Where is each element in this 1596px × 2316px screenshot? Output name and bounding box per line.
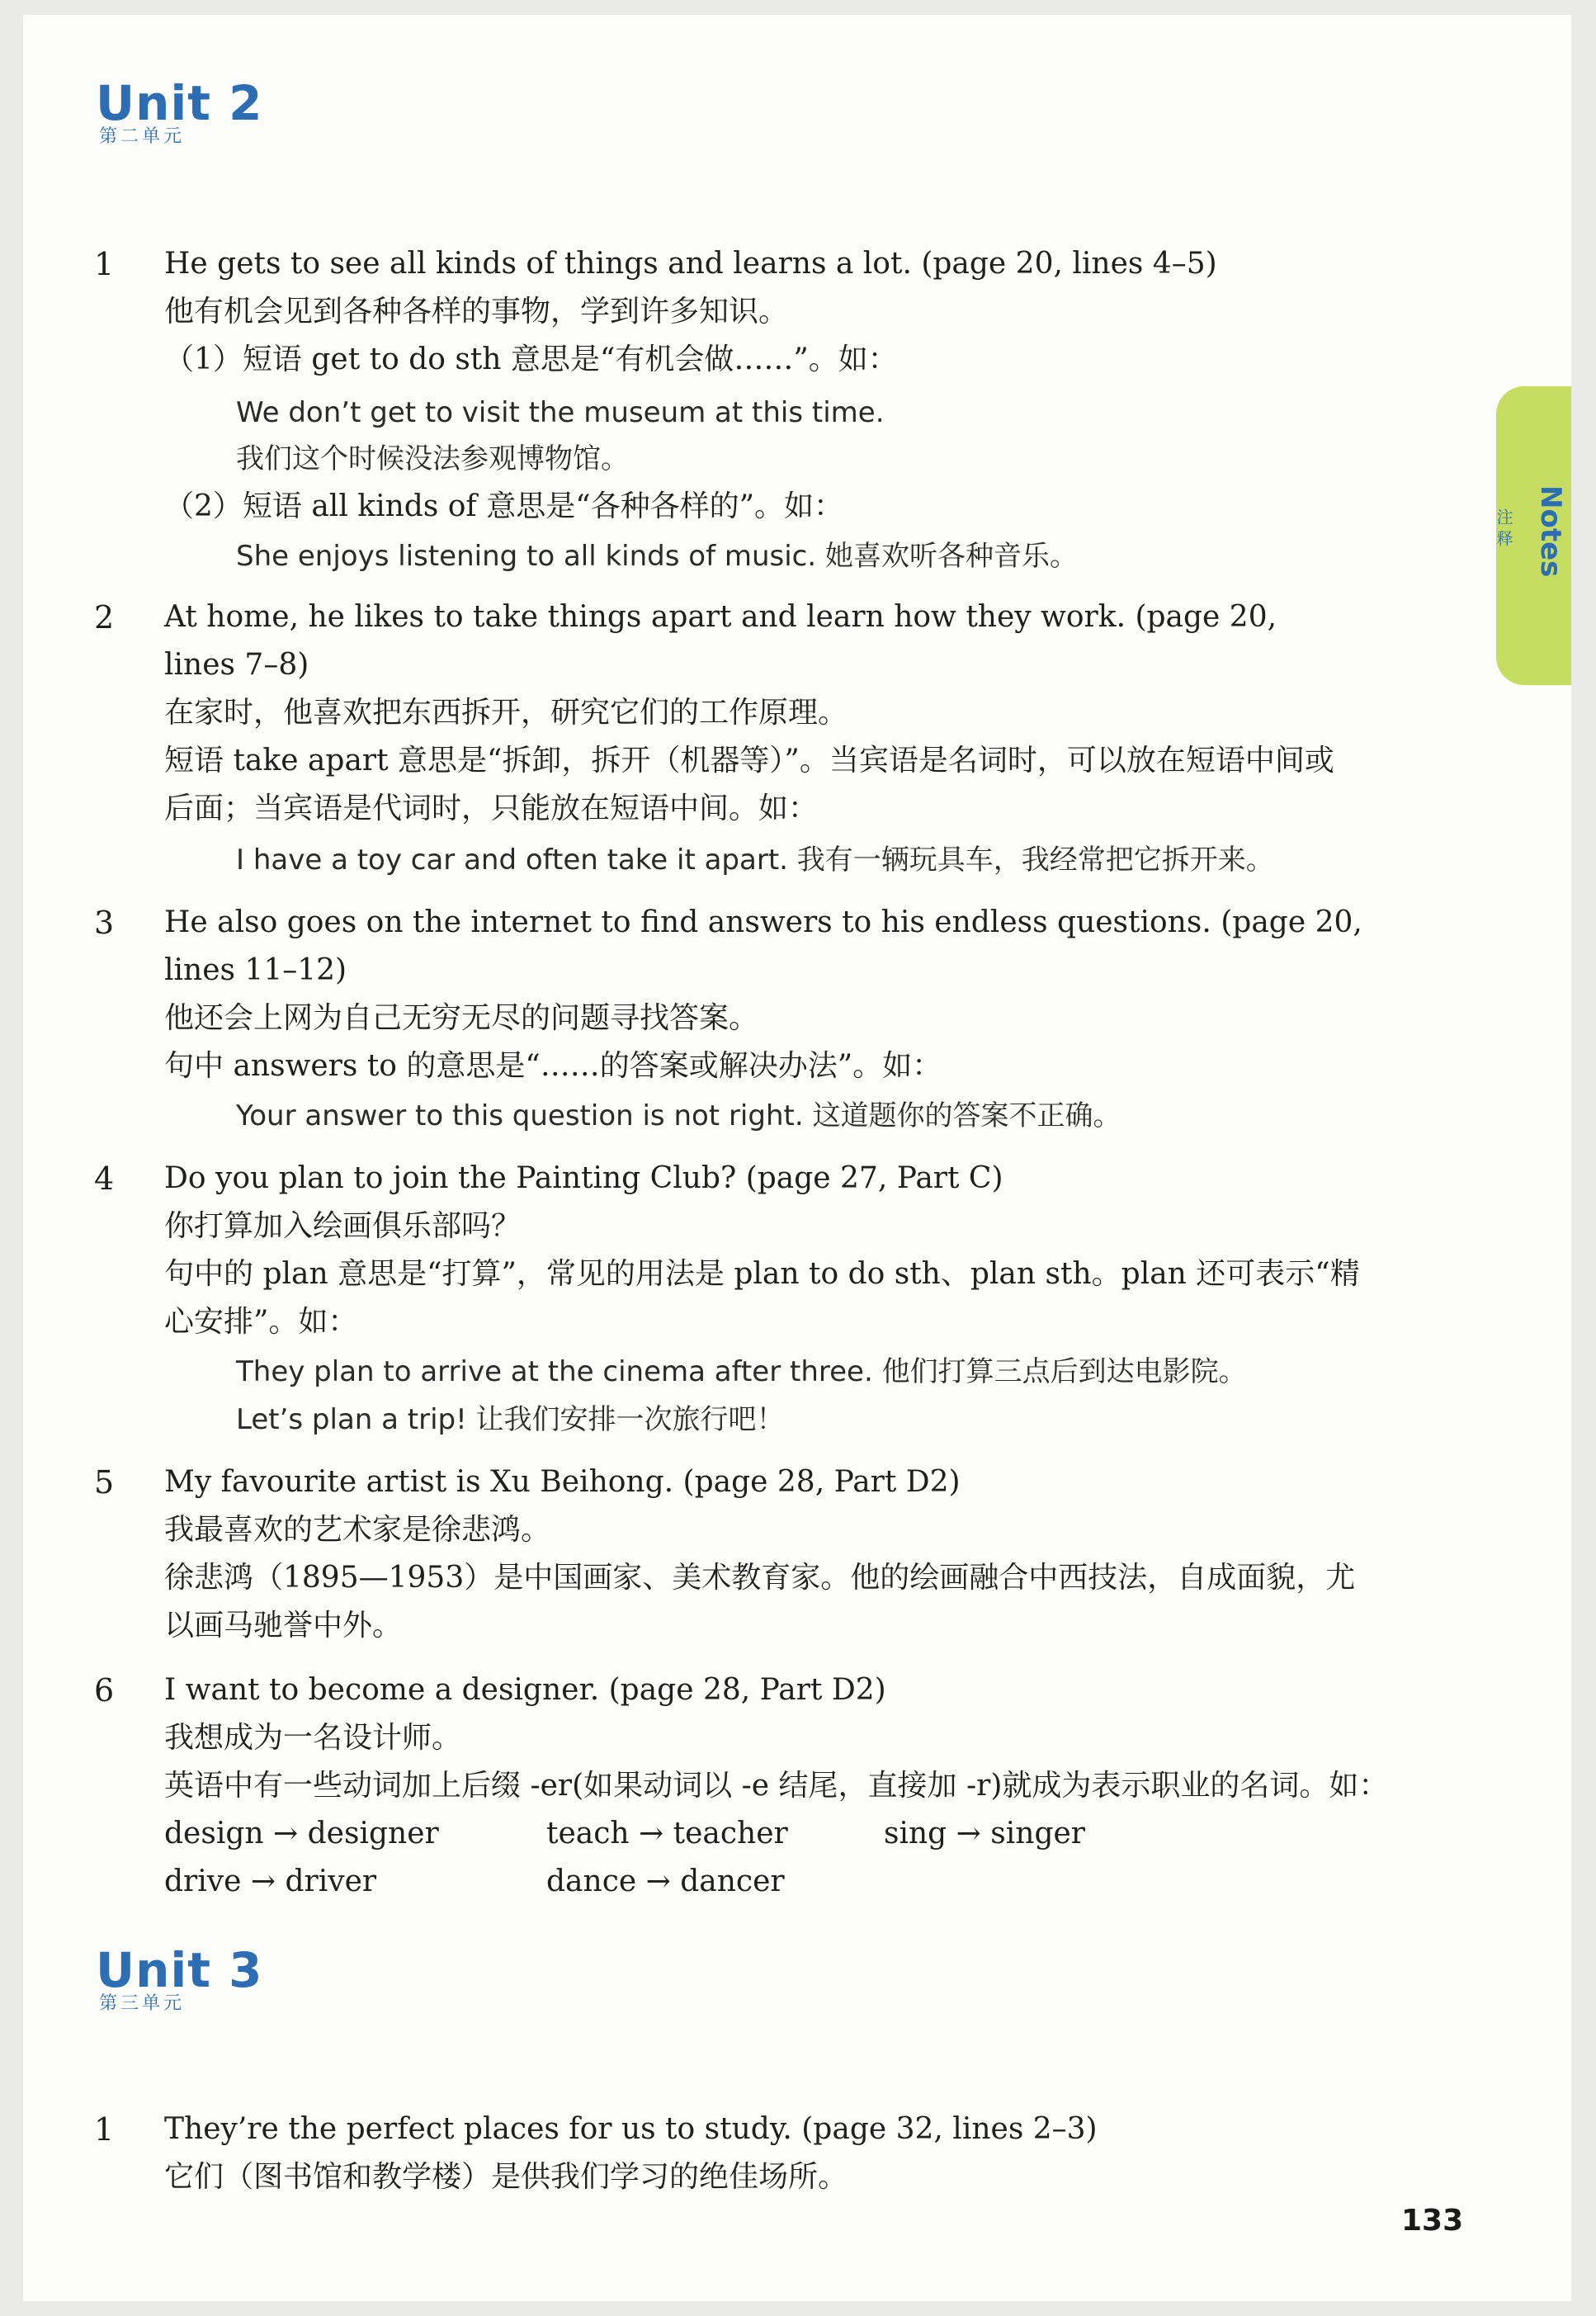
note-example: Let’s plan a trip! 让我们安排一次旅行吧！ [236, 1403, 785, 1436]
note-example: I have a toy car and often take it apart. 我有一辆玩具车，我经常把它拆开来。 [236, 844, 1274, 877]
note-sentence: My favourite artist is Xu Beihong. (page 28, Part D2) [164, 1465, 961, 1499]
word-pair: drive → driver [164, 1865, 377, 1898]
page-number: 133 [1401, 2204, 1464, 2238]
note-translation: 在家时，他喜欢把东西拆开，研究它们的工作原理。 [164, 696, 848, 730]
note-example: She enjoys listening to all kinds of music. 她喜欢听各种音乐。 [236, 540, 1078, 573]
notes-tab-label-cn: 注释 [1494, 508, 1513, 551]
note-explanation: 英语中有一些动词加上后缀 -er(如果动词以 -e 结尾，直接加 -r)就成为表示职业的名词。如： [164, 1769, 1389, 1803]
note-number: 5 [94, 1464, 115, 1501]
note-translation: 我最喜欢的艺术家是徐悲鸿。 [164, 1513, 551, 1547]
note-translation: 你打算加入绘画俱乐部吗？ [164, 1209, 522, 1243]
word-pair: design → designer [164, 1817, 439, 1850]
unit-2-title: Unit 2 [96, 75, 263, 131]
note-number: 1 [94, 2111, 115, 2148]
note-number: 2 [94, 599, 115, 636]
note-sentence: lines 11–12) [164, 953, 347, 987]
note-sentence: Do you plan to join the Painting Club? (page 27, Part C) [164, 1161, 1003, 1195]
note-explanation: 句中的 plan 意思是“打算”，常见的用法是 plan to do sth、plan sth。plan 还可表示“精 [164, 1257, 1360, 1291]
note-explanation: （1）短语 get to do sth 意思是“有机会做……”。如： [164, 343, 898, 376]
note-translation: 他还会上网为自己无穷无尽的问题寻找答案。 [164, 1001, 759, 1035]
note-explanation: 心安排”。如： [164, 1305, 358, 1339]
notes-tab-label: Notes [1534, 485, 1567, 578]
note-sentence: They’re the perfect places for us to study. (page 32, lines 2–3) [164, 2112, 1098, 2146]
note-sentence: He gets to see all kinds of things and learns a lot. (page 20, lines 4–5) [164, 247, 1217, 281]
note-number: 3 [94, 905, 115, 941]
note-translation: 它们（图书馆和教学楼）是供我们学习的绝佳场所。 [164, 2160, 848, 2194]
note-sentence: I want to become a designer. (page 28, Part D2) [164, 1673, 886, 1707]
note-number: 4 [94, 1160, 115, 1197]
note-explanation: 以画马驰誉中外。 [164, 1609, 403, 1642]
note-number: 6 [94, 1672, 115, 1709]
note-example: They plan to arrive at the cinema after three. 他们打算三点后到达电影院。 [236, 1355, 1247, 1388]
note-example: Your answer to this question is not right. 这道题你的答案不正确。 [236, 1099, 1121, 1132]
note-sentence: lines 7–8) [164, 648, 309, 682]
note-explanation: 短语 take apart 意思是“拆卸，拆开（机器等）”。当宾语是名词时，可以放在短语中间或 [164, 744, 1334, 778]
page [23, 15, 1571, 2301]
unit-2-subtitle: 第二单元 [99, 126, 186, 147]
unit-3-subtitle: 第三单元 [99, 1993, 186, 2014]
note-explanation: （2）短语 all kinds of 意思是“各种各样的”。如： [164, 489, 844, 523]
note-explanation: 后面；当宾语是代词时，只能放在短语中间。如： [164, 792, 819, 825]
word-pair: dance → dancer [546, 1865, 785, 1898]
word-pair: sing → singer [884, 1817, 1086, 1850]
note-explanation: 徐悲鸿（1895—1953）是中国画家、美术教育家。他的绘画融合中西技法，自成面貌，尤 [164, 1561, 1356, 1595]
note-sentence: At home, he likes to take things apart and learn how they work. (page 20, [164, 600, 1277, 634]
note-example-translation: 我们这个时候没法参观博物馆。 [236, 442, 629, 475]
word-pair: teach → teacher [546, 1817, 788, 1850]
note-sentence: He also goes on the internet to find answers to his endless questions. (page 20, [164, 905, 1362, 939]
note-translation: 他有机会见到各种各样的事物，学到许多知识。 [164, 295, 789, 328]
note-translation: 我想成为一名设计师。 [164, 1721, 462, 1755]
note-number: 1 [94, 246, 115, 282]
note-explanation: 句中 answers to 的意思是“……的答案或解决办法”。如： [164, 1049, 942, 1083]
note-example: We don’t get to visit the museum at this time. [236, 396, 885, 429]
unit-3-title: Unit 3 [96, 1942, 263, 1998]
